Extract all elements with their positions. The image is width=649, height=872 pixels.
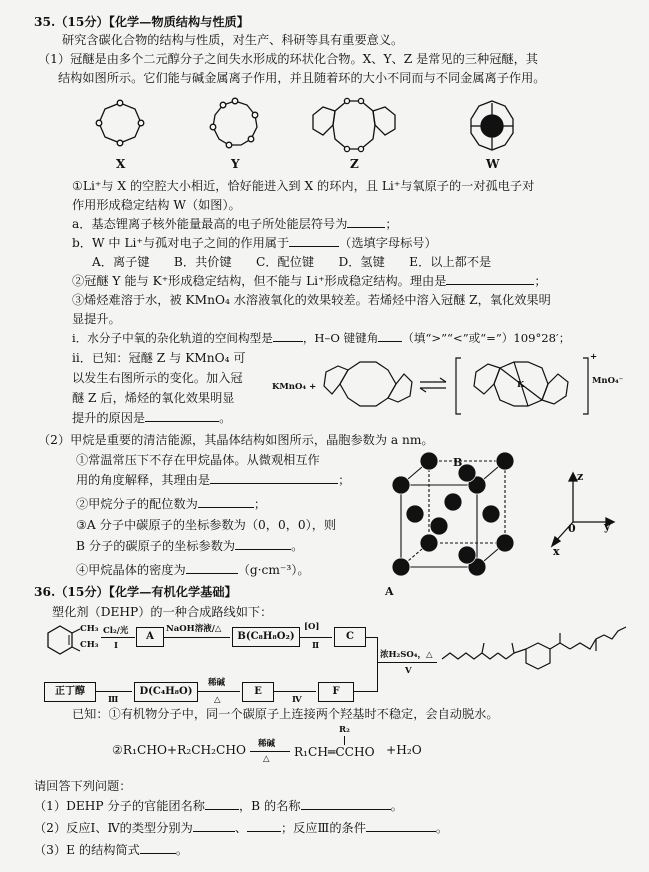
ch3-bottom: CH₃ xyxy=(80,640,99,650)
q35-qii-1: ii．已知：冠醚 Z 与 KMnO₄ 可 xyxy=(72,351,246,365)
q35-p2-l1: ①常温常压下不存在甲烷晶体。从微观相互作 xyxy=(76,453,320,467)
kmno4-crown-scheme xyxy=(318,350,618,426)
crystal-label-a: A xyxy=(385,585,394,598)
arrow-3 xyxy=(300,637,332,638)
q35-options: A．离子键 B．共价键 C．配位键 D．氢键 E．以上都不是 xyxy=(92,255,492,269)
label-z: Z xyxy=(350,157,359,171)
box-c: C xyxy=(334,627,366,647)
q36-a1: （1）DEHP 分子的官能团名称 ，B 的名称 。 xyxy=(34,799,403,813)
q36-known-2-left: ②R₁CHO+R₂CH₂CHO xyxy=(112,743,246,757)
q35-q3-line2: 显提升。 xyxy=(72,312,121,326)
known-cond-delta: △ xyxy=(263,754,270,764)
step-2: Ⅱ xyxy=(312,641,320,651)
crown-w-ring xyxy=(471,101,513,150)
known-arrow xyxy=(250,751,290,752)
methane-crystal-cell xyxy=(385,455,525,585)
q35-p2-l4: ③A 分子中碳原子的坐标参数为（0，0，0），则 xyxy=(76,518,337,532)
q36-known-2-h2o: +H₂O xyxy=(386,743,422,757)
q35-qb: b．W 中 Li⁺与孤对电子之间的作用属于 （选填字母标号） xyxy=(72,236,437,250)
q36-known-1: 已知：①有机物分子中，同一个碳原子上连接两个羟基时不稳定，会自动脱水。 xyxy=(72,707,499,721)
cond-naoh: NaOH溶液/△ xyxy=(166,624,222,634)
arrow-2 xyxy=(164,637,230,638)
dehp-structure xyxy=(440,615,640,695)
q35-q2: ②冠醚 Y 能与 K⁺形成稳定结构，但不能与 Li⁺形成稳定结构。理由是 ； xyxy=(72,274,547,288)
axis-x-label: x xyxy=(553,545,560,558)
q36-known-2-right: R₁CH═CCHO xyxy=(294,745,375,759)
cond-cl2: Cl₂/光 xyxy=(103,626,129,636)
line-join xyxy=(377,637,378,692)
q35-p2-l2: 用的角度解释，其理由是 ； xyxy=(76,473,351,487)
q36-ask: 请回答下列问题： xyxy=(34,779,132,793)
cond-delta-1: △ xyxy=(214,695,221,705)
answer-blank[interactable] xyxy=(347,216,385,228)
mno4-label: MnO₄⁻ xyxy=(592,376,624,386)
q35-intro: 研究含碳化合物的结构与性质，对生产、科研等具有重要意义。 xyxy=(62,33,404,47)
answer-blank[interactable] xyxy=(247,820,281,832)
axis-origin-label: 0 xyxy=(568,522,576,535)
crown-ether-structures xyxy=(85,95,545,170)
q35-qa: a．基态锂离子核外能量最高的电子所处能层符号为 ； xyxy=(72,217,398,231)
known-r2: R₂ xyxy=(339,725,350,735)
step-5: Ⅴ xyxy=(405,666,412,676)
answer-blank[interactable] xyxy=(210,472,338,484)
known-cond-dilute: 稀碱 xyxy=(258,739,276,749)
crown-x-ring xyxy=(96,100,144,146)
box-b: B(C₈H₈O₂) xyxy=(232,627,300,647)
answer-blank[interactable] xyxy=(446,273,534,285)
line-f-out xyxy=(354,691,378,692)
step-1: Ⅰ xyxy=(114,641,118,651)
q35-qi: i．水分子中氧的杂化轨道的空间构型是 ，H–O 键键角 （填“>”“<”或“=”）109°28′； xyxy=(72,331,571,345)
answer-blank[interactable] xyxy=(378,330,402,342)
box-f: F xyxy=(318,682,354,702)
q35-q3-line1: ③烯烃难溶于水，被 KMnO₄ 水溶液氧化的效果较差。若烯烃中溶入冠醚 Z，氧化效果明 xyxy=(72,293,551,307)
box-d: D(C₄H₈O) xyxy=(134,682,198,702)
answer-blank[interactable] xyxy=(186,562,238,574)
q35-p1-line2: 结构如图所示。它们能与碱金属离子作用，并且随着环的大小不同而与不同金属离子作用。 xyxy=(58,71,546,85)
answer-blank[interactable] xyxy=(140,842,176,854)
q35-li-line1: ①Li⁺与 X 的空腔大小相近，恰好能进入到 X 的环内，且 Li⁺与氧原子的一对孤电子对 xyxy=(72,179,535,193)
q36-a3: （3）E 的结构简式 。 xyxy=(34,843,189,857)
kmno4-label: KMnO₄ + xyxy=(272,382,317,392)
box-butanol: 正丁醇 xyxy=(44,682,96,702)
q35-p2-l5: B 分子的碳原子的坐标参数为 。 xyxy=(76,539,304,553)
q35-header: 35.（15分）【化学—物质结构与性质】 xyxy=(34,15,249,29)
label-y: Y xyxy=(231,157,240,171)
arrow-1 xyxy=(101,637,135,638)
toluene-ring xyxy=(42,622,82,658)
cond-dilute-1: 稀碱 xyxy=(208,678,226,688)
q35-qii-3: 醚 Z 后，烯烃的氧化效果明显 xyxy=(72,391,235,405)
q35-p2-l6: ④甲烷晶体的密度为 （g·cm⁻³）。 xyxy=(76,563,310,577)
answer-blank[interactable] xyxy=(235,538,291,550)
q35-p2-head: （2）甲烷是重要的清洁能源，其晶体结构如图所示，晶胞参数为 a nm。 xyxy=(38,433,434,447)
coordinate-axes xyxy=(545,470,625,550)
label-w: W xyxy=(486,157,500,171)
crown-y-ring xyxy=(210,98,258,148)
answer-blank[interactable] xyxy=(289,235,339,247)
q35-li-line2: 作用形成稳定结构 W（如图）。 xyxy=(72,198,241,212)
cond-h2so4: 浓H₂SO₄，△ xyxy=(380,650,433,660)
answer-blank[interactable] xyxy=(273,330,303,342)
box-e: E xyxy=(242,682,274,702)
box-a: A xyxy=(136,627,164,647)
cond-ox: [O] xyxy=(304,622,320,632)
q35-qii-2: 以发生右图所示的变化。加入冠 xyxy=(72,371,243,385)
ch3-top: CH₃ xyxy=(80,624,99,634)
answer-blank[interactable] xyxy=(366,820,436,832)
complex-plus: + xyxy=(590,352,598,362)
arrow-4 xyxy=(274,691,316,692)
q36-a2: （2）反应Ⅰ、Ⅳ的类型分别为 、 ；反应Ⅲ的条件 。 xyxy=(34,821,449,835)
answer-blank[interactable] xyxy=(145,410,219,422)
crystal-label-b: B xyxy=(453,456,463,469)
axis-z-label: z xyxy=(577,470,584,483)
answer-blank[interactable] xyxy=(198,496,254,508)
answer-blank[interactable] xyxy=(301,798,391,810)
answer-blank[interactable] xyxy=(193,820,235,832)
q36-header: 36.（15分）【化学—有机化学基础】 xyxy=(34,585,237,599)
arrow-4a xyxy=(198,691,240,692)
step-3: Ⅲ xyxy=(108,695,119,705)
axis-y-label: y xyxy=(604,520,611,533)
answer-blank[interactable] xyxy=(205,798,239,810)
step-4: Ⅳ xyxy=(292,695,302,705)
q35-p2-l3: ②甲烷分子的配位数为 ； xyxy=(76,497,267,511)
q35-p1-line1: （1）冠醚是由多个二元醇分子之间失水形成的环状化合物。X、Y、Z 是常见的三种冠醚，其 xyxy=(38,52,538,66)
q36-intro: 塑化剂（DEHP）的一种合成路线如下： xyxy=(52,605,273,619)
crown-z-ring xyxy=(313,98,395,151)
q35-qii-4: 提升的原因是 。 xyxy=(72,411,232,425)
label-x: X xyxy=(116,157,126,171)
k-center-label: K xyxy=(517,380,525,390)
arrow-3b xyxy=(96,691,132,692)
arrow-5 xyxy=(377,662,437,663)
